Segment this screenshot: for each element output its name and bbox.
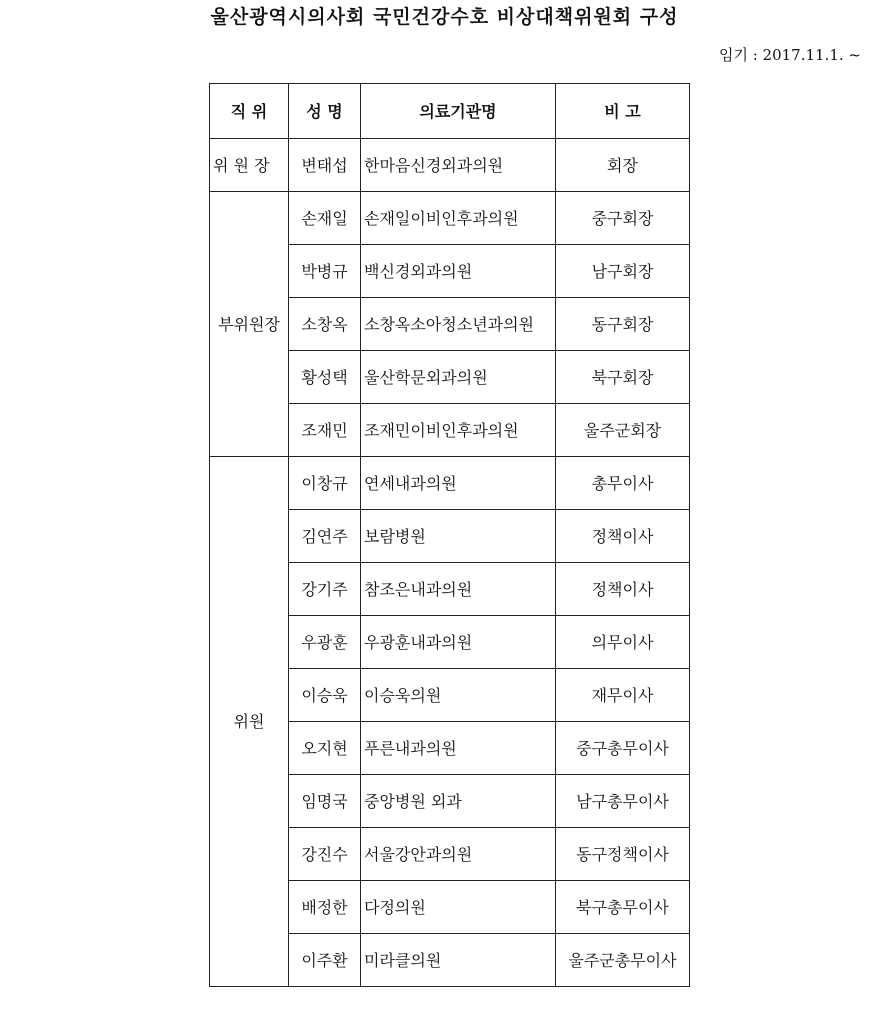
- institution-cell: 다정의원: [361, 881, 556, 934]
- institution-cell: 손재일이비인후과의원: [361, 192, 556, 245]
- name-cell: 오지현: [289, 722, 361, 775]
- note-cell: 의무이사: [556, 616, 690, 669]
- document-title: 울산광역시의사회 국민건강수호 비상대책위원회 구성: [210, 6, 679, 28]
- name-cell: 이주환: [289, 934, 361, 987]
- name-cell: 강진수: [289, 828, 361, 881]
- table-row: [210, 457, 690, 510]
- note-cell: 동구정책이사: [556, 828, 690, 881]
- header-row: [210, 84, 690, 139]
- committee-table: [209, 83, 690, 987]
- institution-cell: 연세내과의원: [361, 457, 556, 510]
- institution-cell: 조재민이비인후과의원: [361, 404, 556, 457]
- header-note: 비 고: [556, 84, 690, 139]
- note-cell: 울주군회장: [556, 404, 690, 457]
- institution-cell: 소창옥소아청소년과의원: [361, 298, 556, 351]
- table-body: [210, 139, 690, 987]
- name-cell: 이승욱: [289, 669, 361, 722]
- institution-cell: 푸른내과의원: [361, 722, 556, 775]
- note-cell: 정책이사: [556, 563, 690, 616]
- name-cell: 손재일: [289, 192, 361, 245]
- term-label: 임기 : 2017.11.1. ~: [718, 46, 861, 64]
- institution-cell: 울산학문외과의원: [361, 351, 556, 404]
- position-cell: 위 원 장: [210, 139, 289, 192]
- note-cell: 정책이사: [556, 510, 690, 563]
- header-name: 성 명: [289, 84, 361, 139]
- name-cell: 황성택: [289, 351, 361, 404]
- note-cell: 남구총무이사: [556, 775, 690, 828]
- institution-cell: 보람병원: [361, 510, 556, 563]
- name-cell: 변태섭: [289, 139, 361, 192]
- institution-cell: 중앙병원 외과: [361, 775, 556, 828]
- table-row: [210, 192, 690, 245]
- note-cell: 북구회장: [556, 351, 690, 404]
- name-cell: 이창규: [289, 457, 361, 510]
- note-cell: 북구총무이사: [556, 881, 690, 934]
- position-cell: 위원: [210, 457, 289, 987]
- name-cell: 강기주: [289, 563, 361, 616]
- note-cell: 재무이사: [556, 669, 690, 722]
- name-cell: 우광훈: [289, 616, 361, 669]
- note-cell: 중구회장: [556, 192, 690, 245]
- name-cell: 조재민: [289, 404, 361, 457]
- header-position: 직 위: [210, 84, 289, 139]
- institution-cell: 서울강안과의원: [361, 828, 556, 881]
- name-cell: 박병규: [289, 245, 361, 298]
- institution-cell: 우광훈내과의원: [361, 616, 556, 669]
- institution-cell: 한마음신경외과의원: [361, 139, 556, 192]
- header-institution: 의료기관명: [361, 84, 556, 139]
- note-cell: 동구회장: [556, 298, 690, 351]
- table-row: [210, 139, 690, 192]
- position-cell: 부위원장: [210, 192, 289, 457]
- name-cell: 소창옥: [289, 298, 361, 351]
- note-cell: 총무이사: [556, 457, 690, 510]
- institution-cell: 백신경외과의원: [361, 245, 556, 298]
- note-cell: 남구회장: [556, 245, 690, 298]
- name-cell: 임명국: [289, 775, 361, 828]
- note-cell: 울주군총무이사: [556, 934, 690, 987]
- institution-cell: 미라클의원: [361, 934, 556, 987]
- institution-cell: 참조은내과의원: [361, 563, 556, 616]
- name-cell: 김연주: [289, 510, 361, 563]
- name-cell: 배정한: [289, 881, 361, 934]
- note-cell: 회장: [556, 139, 690, 192]
- institution-cell: 이승욱의원: [361, 669, 556, 722]
- note-cell: 중구총무이사: [556, 722, 690, 775]
